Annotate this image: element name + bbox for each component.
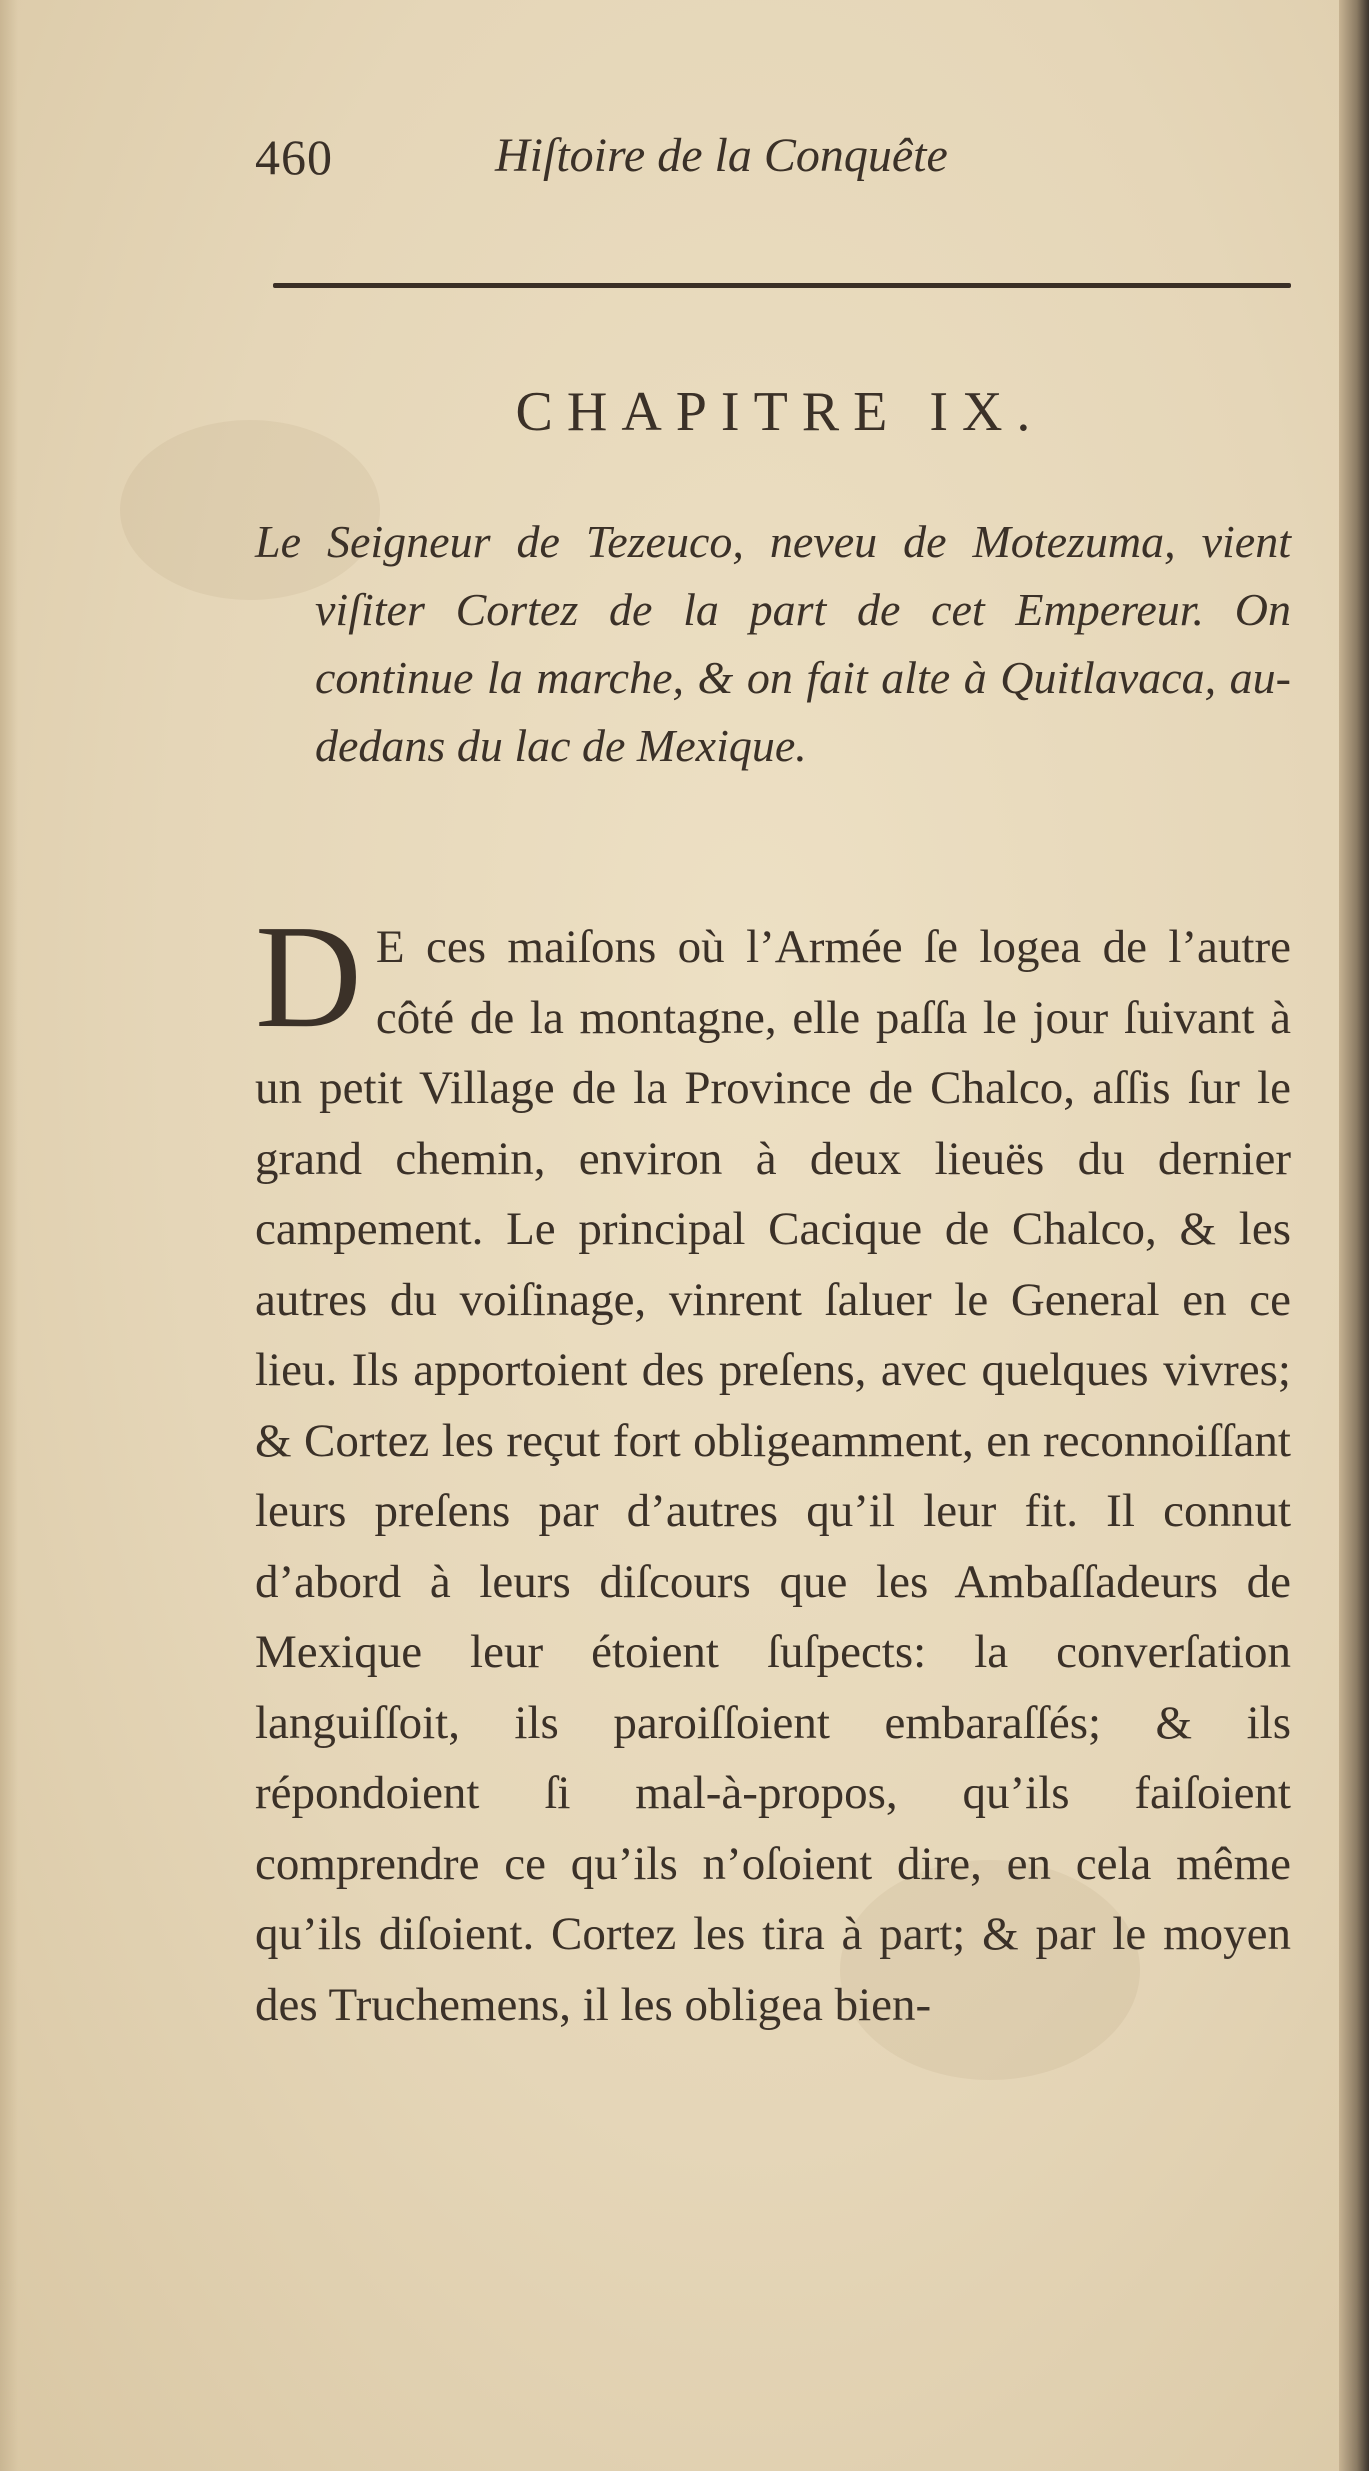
header-rule <box>273 283 1291 288</box>
book-page <box>255 0 1305 2471</box>
body-paragraph <box>255 895 1291 2040</box>
running-title: Hiſtoire de la Conquête <box>495 129 948 182</box>
paragraph-text: E ces maiſons où l’Armée ſe logea de l’autre côté de la montagne, elle paſſa le jour ſuivant à un petit Village de la Province de Chalco, aſſis ſur le grand chemin, environ à deux lieuës du dernier campement. Le principal Cacique de Chalco, & les autres du voiſinage, vinrent ſaluer le General en ce lieu. Ils apportoient des preſens, avec quelques vivres; & Cortez les reçut fort obligeamment, en reconnoiſſant leurs preſens par d’autres qu’il leur fit. Il connut d’abord à leurs diſcours que les Ambaſſadeurs de Mexique leur étoient ſuſpects: la converſation languiſſoit, ils paroiſſoient embaraſſés; & ils répondoient ſi mal-à-propos, qu’ils faiſoient comprendre ce qu’ils n’oſoient dire, en cela même qu’ils diſoient. Cortez les tira à part; & par le moyen des Truchemens, il les obligea bien- <box>255 921 1291 2031</box>
page-left-edge <box>0 0 18 2471</box>
page-number: 460 <box>255 129 333 185</box>
chapter-summary: Le Seigneur de Tezeuco, neveu de Motezuma, vient viſiter Cortez de la part de cet Empereur. On continue la marche, & on fait alte à Quitlavaca, au-dedans du lac de Mexique. <box>255 516 1291 771</box>
page-header <box>255 128 1305 198</box>
drop-cap: D <box>255 895 362 1059</box>
book-gutter <box>1339 0 1369 2471</box>
chapter-title: CHAPITRE IX. <box>515 381 1045 443</box>
